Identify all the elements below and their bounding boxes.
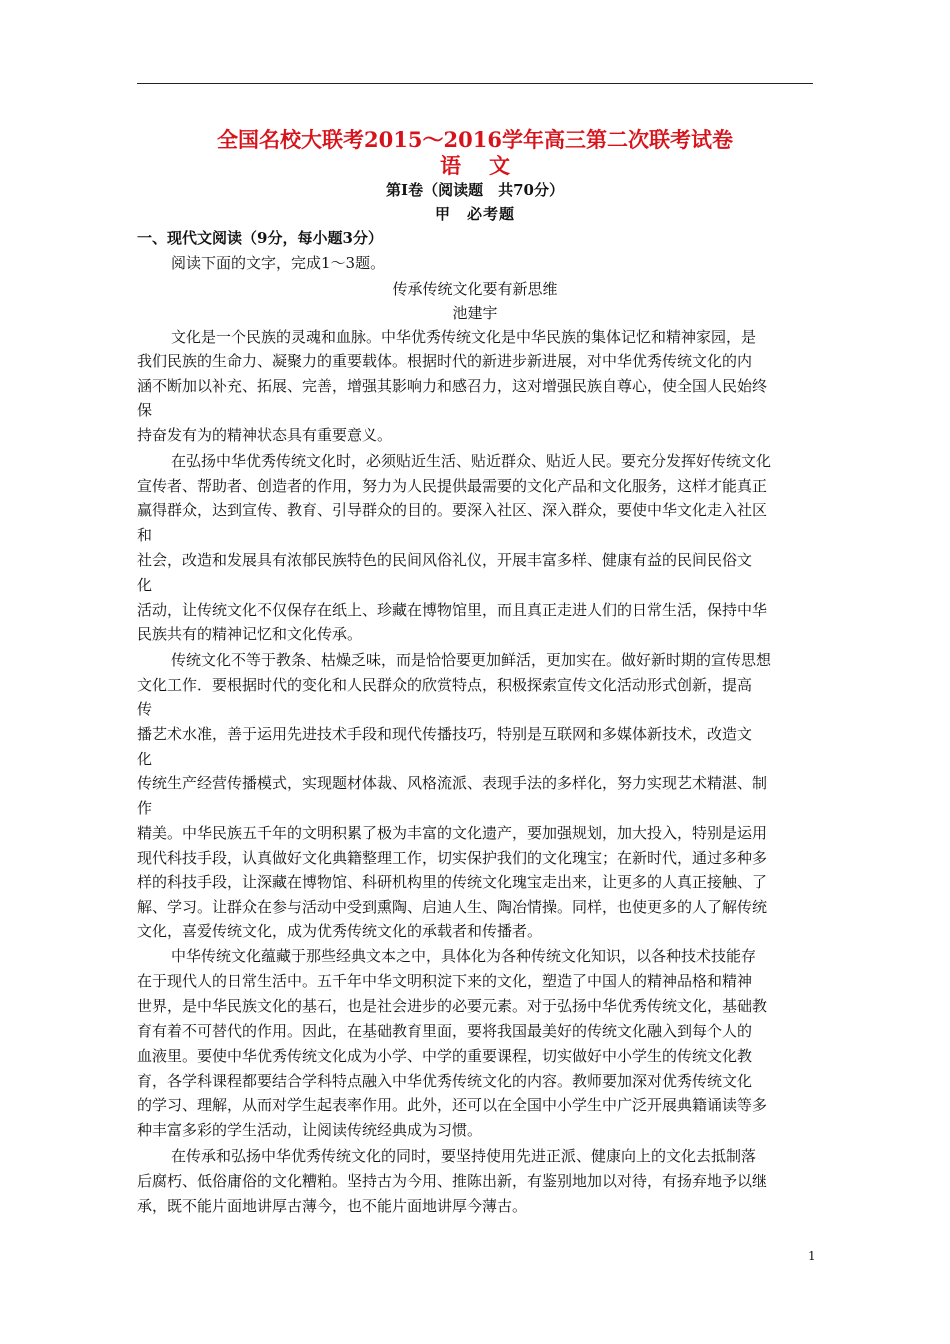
text-line: 种丰富多彩的学生活动，让阅读传统经典成为习惯。	[137, 1121, 483, 1139]
text-line: 解、学习。让群众在参与活动中受到熏陶、启迪人生、陶冶情操。同样，也使更多的人了解传统	[137, 898, 768, 916]
text-line: 传统生产经营传播模式，实现题材体裁、风格流派、表现手法的多样化，努力实现艺术精湛、制	[137, 774, 768, 792]
text-line: 化	[137, 576, 153, 594]
page-number: 1	[808, 1249, 816, 1263]
text-line: 民族共有的精神记忆和文化传承。	[137, 625, 363, 643]
text-line: 涵不断加以补充、拓展、完善，增强其影响力和感召力，这对增强民族自尊心，使全国人民始终	[137, 377, 768, 395]
text-line: 精美。中华民族五千年的文明积累了极为丰富的文化遗产，要加强规划，加大投入，特别是运用	[137, 824, 768, 842]
text-line: 宣传者、帮助者、创造者的作用，努力为人民提供最需要的文化产品和文化服务，这样才能真正	[137, 477, 768, 495]
text-line: 传统文化不等于教条、枯燥乏味，而是恰恰要更加鲜活，更加实在。做好新时期的宣传思想	[171, 651, 772, 669]
text-line: 承，既不能片面地讲厚古薄今，也不能片面地讲厚今薄古。	[137, 1197, 528, 1215]
section-heading: 一、现代文阅读（9分，每小题3分）	[137, 229, 383, 247]
text-line: 保	[137, 401, 153, 419]
header-rule	[137, 83, 813, 84]
text-line: 我们民族的生命力、凝聚力的重要载体。根据时代的新进步新进展，对中华优秀传统文化的内	[137, 352, 753, 370]
text-line: 传	[137, 700, 153, 718]
text-line: 在传承和弘扬中华优秀传统文化的同时，要坚持使用先进正派、健康向上的文化去抵制落	[171, 1147, 757, 1165]
text-line: 在于现代人的日常生活中。五千年中华文明积淀下来的文化，塑造了中国人的精神品格和精神	[137, 972, 753, 990]
text-line: 持奋发有为的精神状态具有重要意义。	[137, 426, 393, 444]
text-line: 文化工作．要根据时代的变化和人民群众的欣赏特点，积极探索宣传文化活动形式创新，提高	[137, 676, 753, 694]
text-line: 现代科技手段，认真做好文化典籍整理工作，切实保护我们的文化瑰宝；在新时代，通过多种多	[137, 849, 768, 867]
text-line: 播艺术水准，善于运用先进技术手段和现代传播技巧，特别是互联网和多媒体新技术，改造文	[137, 725, 753, 743]
article-author: 池建宇	[452, 304, 498, 322]
text-line: 在弘扬中华优秀传统文化时，必须贴近生活、贴近群众、贴近人民。要充分发挥好传统文化	[171, 452, 772, 470]
text-line: 社会，改造和发展具有浓郁民族特色的民间风俗礼仪，开展丰富多样、健康有益的民间民俗文	[137, 551, 753, 569]
text-line: 世界，是中华民族文化的基石，也是社会进步的必要元素。对于弘扬中华优秀传统文化，基础教	[137, 997, 768, 1015]
text-line: 活动，让传统文化不仅保存在纸上、珍藏在博物馆里，而且真正走进人们的日常生活，保持中华	[137, 601, 768, 619]
text-line: 样的科技手段，让深藏在博物馆、科研机构里的传统文化瑰宝走出来，让更多的人真正接触、了	[137, 873, 768, 891]
instruction: 阅读下面的文字，完成1～3题。	[171, 254, 386, 272]
text-line: 化	[137, 750, 153, 768]
text-line: 育有着不可替代的作用。因此，在基础教育里面，要将我国最美好的传统文化融入到每个人的	[137, 1022, 753, 1040]
text-line: 血液里。要使中华优秀传统文化成为小学、中学的重要课程，切实做好中小学生的传统文化教	[137, 1047, 753, 1065]
text-line: 和	[137, 526, 153, 544]
part-heading: 第Ⅰ卷（阅读题 共70分）	[386, 181, 564, 199]
text-line: 赢得群众，达到宣传、教育、引导群众的目的。要深入社区、深入群众，要使中华文化走入社区	[137, 501, 768, 519]
part-subheading: 甲 必考题	[434, 205, 515, 223]
exam-title: 全国名校大联考2015～2016学年高三第二次联考试卷	[217, 127, 733, 152]
text-line: 中华传统文化蕴藏于那些经典文本之中，具体化为各种传统文化知识，以各种技术技能存	[171, 947, 757, 965]
subject-title: 语文	[440, 153, 538, 178]
article-title: 传承传统文化要有新思维	[392, 280, 558, 298]
text-line: 文化是一个民族的灵魂和血脉。中华优秀传统文化是中华民族的集体记忆和精神家园，是	[171, 328, 757, 346]
text-line: 后腐朽、低俗庸俗的文化糟粕。坚持古为今用、推陈出新，有鉴别地加以对待，有扬弃地予以继	[137, 1172, 768, 1190]
text-line: 的学习、理解，从而对学生起表率作用。此外，还可以在全国中小学生中广泛开展典籍诵读等多	[137, 1096, 768, 1114]
text-line: 育，各学科课程都要结合学科特点融入中华优秀传统文化的内容。教师要加深对优秀传统文化	[137, 1072, 753, 1090]
text-line: 作	[137, 799, 153, 817]
text-line: 文化，喜爱传统文化，成为优秀传统文化的承载者和传播者。	[137, 922, 543, 940]
